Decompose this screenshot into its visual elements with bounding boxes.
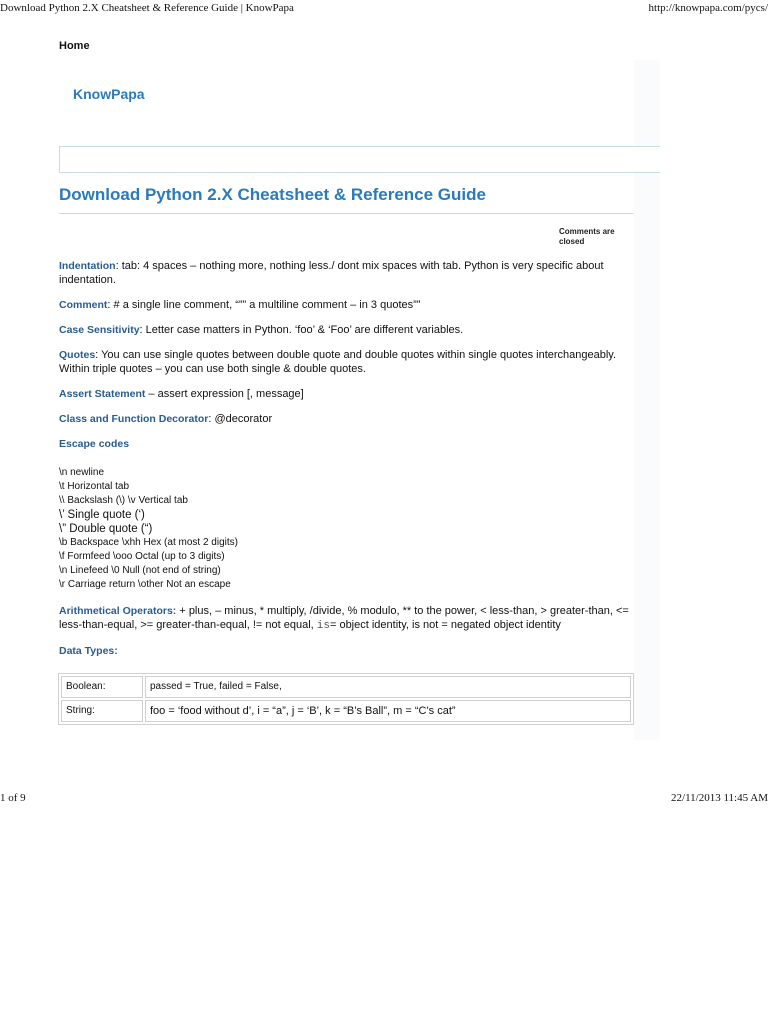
section-comment: Comment: # a single line comment, “”” a multiline comment – in 3 quotes””	[59, 299, 421, 311]
section-label: Quotes	[59, 349, 96, 361]
section-label: Indentation	[59, 260, 116, 272]
section-label: Case Sensitivity	[59, 324, 140, 336]
section-label: Assert Statement	[59, 388, 146, 400]
table-row	[61, 700, 631, 722]
page-title: Download Python 2.X Cheatsheet & Reference Guide	[59, 185, 486, 204]
data-types-heading: Data Types:	[59, 645, 118, 657]
data-types-table	[58, 673, 634, 725]
section-indentation: Indentation: tab: 4 spaces – nothing more, nothing less./ dont mix spaces with tab. Python is very specific about indentation.	[59, 260, 604, 286]
section-text: @decorator	[211, 413, 273, 425]
table-cell-example: passed = True, failed = False,	[145, 676, 631, 698]
title-divider	[59, 213, 634, 214]
page-number: 1 of 9	[0, 792, 26, 804]
section-label: Class and Function Decorator	[59, 413, 209, 425]
search-box[interactable]	[59, 146, 660, 173]
print-datetime: 22/11/2013 11:45 AM	[671, 792, 768, 804]
escape-code-line: \f Formfeed \ooo Octal (up to 3 digits)	[59, 551, 225, 562]
site-title-link[interactable]: KnowPapa	[73, 86, 145, 102]
section-text: You can use single quotes between double quote and double quotes within single quotes interchangeably. Within triple quotes – you can use both single & double quotes.	[59, 349, 617, 375]
section-label: Comment	[59, 299, 108, 311]
table-cell-type: Boolean:	[61, 676, 143, 698]
escape-codes-list	[59, 466, 634, 592]
escape-code-line: \t Horizontal tab	[59, 481, 130, 492]
escape-code-line: \’ Single quote (‘)	[59, 509, 145, 521]
section-case-sensitivity: Case Sensitivity: Letter case matters in Python. ‘foo’ & ‘Foo’ are different variables.	[59, 324, 464, 336]
escape-code-line: \r Carriage return \other Not an escape	[59, 579, 231, 590]
print-header-url: http://knowpapa.com/pycs/	[648, 2, 768, 14]
print-header-title: Download Python 2.X Cheatsheet & Reference Guide | KnowPapa	[0, 2, 294, 14]
nav-home-link[interactable]: Home	[59, 40, 90, 52]
section-quotes: Quotes: You can use single quotes between double quote and double quotes within single quotes interchangeably. Within triple quotes – you can use both single & double quotes.	[59, 349, 617, 375]
section-text: = object identity, is not = negated object identity	[329, 619, 561, 631]
section-text: Letter case matters in Python. ‘foo’ & ‘Foo’ are different variables.	[142, 324, 464, 336]
escape-code-line: \n Linefeed \0 Null (not end of string)	[59, 565, 221, 576]
escape-code-line: \n newline	[59, 467, 105, 478]
print-header	[0, 0, 768, 16]
section-text: – assert expression [, message]	[145, 388, 304, 400]
article-content	[59, 259, 634, 725]
section-arithmetic-operators	[59, 604, 634, 633]
section-assert	[59, 387, 634, 401]
table-cell-example: foo = ‘food without d’, i = “a”, j = ‘B’, k = “B’s Ball”, m = “C’s cat”	[145, 700, 631, 722]
escape-codes-heading: Escape codes	[59, 438, 130, 450]
section-text: + plus, – minus, * multiply, /divide, % modulo, ** to the power, < less-than, > greater-than, <= less-than-equal, >= greater-than-equal, != not equal,	[59, 605, 629, 631]
escape-code-line: \b Backspace \xhh Hex (at most 2 digits)	[59, 537, 238, 548]
comments-closed-note: Comments are closed	[559, 227, 615, 246]
escape-code-line: \\ Backslash (\) \v Vertical tab	[59, 495, 188, 506]
section-text: # a single line comment, “”” a multiline comment – in 3 quotes””	[110, 299, 421, 311]
inline-code: is	[316, 620, 330, 632]
table-row	[61, 676, 631, 698]
section-text: tab: 4 spaces – nothing more, nothing less./ dont mix spaces with tab. Python is very specific about indentation.	[59, 260, 604, 286]
section-label: Arithmetical Operators:	[59, 605, 177, 617]
section-decorator: Class and Function Decorator: @decorator	[59, 413, 273, 425]
table-cell-type: String:	[61, 700, 143, 722]
escape-code-line: \” Double quote (“)	[59, 523, 153, 535]
